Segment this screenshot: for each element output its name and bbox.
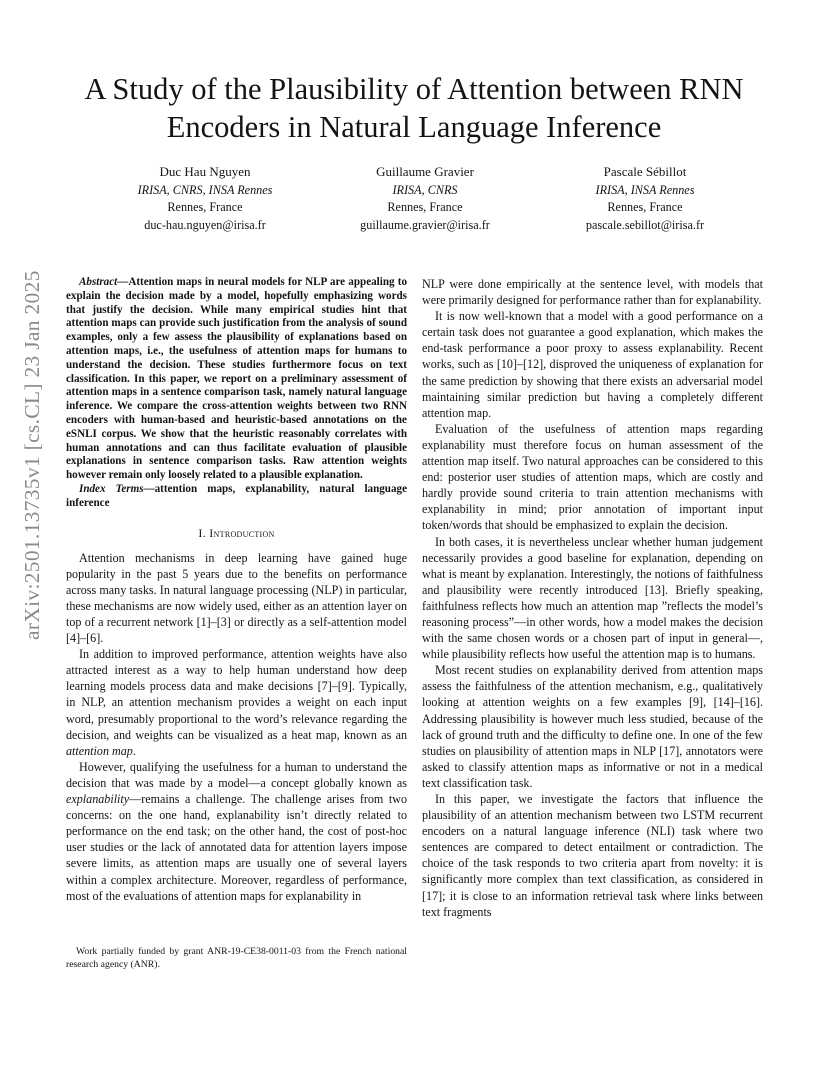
arxiv-identifier-stamp: arXiv:2501.13735v1 [cs.CL] 23 Jan 2025 [20,270,44,640]
author-name: Duc Hau Nguyen [159,164,251,179]
author-email: guillaume.gravier@irisa.fr [360,217,490,232]
abstract [66,276,407,483]
author-location: Rennes, France [387,200,463,214]
author-block [95,163,755,234]
emphasis: explanability [66,792,130,807]
author-2 [315,163,535,234]
paragraph [66,759,407,904]
paper-title: A Study of the Plausibility of Attention between RNN Encoders in Natural Language Inference [84,72,744,144]
paragraph: Evaluation of the usefulness of attention maps regarding explanability must therefore focus on human assessment of the attention map itself. Two natural approaches can be considered to this end: posterior user studies of attention maps, which are costly and hardly provide sound criteria to train attention mechanisms with explanability in mind; prior annotation of important input token/words that should be emphasized to explain the decision. [422,421,763,533]
emphasis: attention map [66,743,133,758]
author-email: duc-hau.nguyen@irisa.fr [144,217,266,232]
footnote: Work partially funded by grant ANR-19-CE38-0011-03 from the French national research agency (ANR). [66,946,407,970]
author-name: Pascale Sébillot [603,164,687,179]
author-location: Rennes, France [607,200,683,214]
author-1 [95,163,315,234]
paragraph-text: —remains a challenge. The challenge arises from two concerns: on the one hand, explanability isn’t directly related to performance on the end task; on the other hand, the cost of post-hoc user studies or the lack of annotated data for attention layers impose severe limits, as attention maps are usually one of several layers within a complex architecture. Moreover, regardless of performance, most of the evaluations of attention maps for explanability in [66,792,407,903]
abstract-text: —Attention maps in neural models for NLP are appealing to explain the decision made by a model, hopefully emphasizing words that justify the decision. While many empirical studies hint that attention maps can provide such justification from the analysis of sound examples, only a few assess the plausibility of explanations based on attention maps, i.e., the usefulness of attention maps for humans to understand the decision. These studies furthermore focus on text classification. In this paper, we report on a preliminary assessment of attention maps in a sentence comparison task, namely natural language inference. We compare the cross-attention weights between two RNN encoders with human-based and heuristic-based annotations on the eSNLI corpus. We show that the heuristic reasonably correlates with human annotations and can thus facilitate evaluation of plausible explanations in sentence comparison tasks. Raw attention weights however remain only loosely related to a plausible explanation. [66,276,407,482]
author-affiliation: IRISA, CNRS [392,182,458,197]
right-column [422,276,763,920]
author-affiliation: IRISA, INSA Rennes [595,182,695,197]
left-column [66,276,407,904]
abstract-label: Abstract [79,276,118,288]
paragraph: In both cases, it is nevertheless unclear whether human judgement necessarily provides a good baseline for explanation, depending on what is meant by explanation. Interestingly, the notions of faithfulness and plausibility were recently introduced [13]. Briefly speaking, faithfulness reflects how much an attention map ”reflects the model’s reasoning process”—in other words, how a model makes the decision with the same chosen words or a chosen part of input in general—, while plausibility reflects how useful the attention map is to humans. [422,534,763,662]
author-affiliation: IRISA, CNRS, INSA Rennes [137,182,273,197]
paragraph-text: In addition to improved performance, attention weights have also attracted interest as a way to help human understand how deep learning models process data and make decisions [7]–[9]. Typically, in NLP, an attention mechanism provides a weight on each input word, presumably proportional to the word’s relevance regarding the decision, and weights can be visualized as a heat map, known as an [66,647,407,742]
section-title: Introduction [209,525,275,540]
paragraph-text: . [132,743,136,758]
index-terms [66,483,407,511]
paragraph: In this paper, we investigate the factors that influence the plausibility of an attention mechanism between two LSTM recurrent encoders on a natural language inference (NLI) task where two sentences are compared to detect entailment or contradiction. The choice of the task responds to two criteria apart from novelty: it is significantly more complex than text classification, as considered in [17]; it is close to an information retrieval task where links between text fragments [422,792,763,919]
paragraph: Most recent studies on explanability derived from attention maps assess the faithfulness of the attention mechanism, e.g., qualitatively looking at attention weights on a few examples [9], [14]–[16]. Addressing plausibility is however much less studied, because of the lack of ground truth and the difficulty to define one. In one of the few studies on plausibility of attention maps in NLP [17], annotators were asked to classify attention maps as informative or not in a medical text classification task. [422,663,763,790]
index-terms-label: Index Terms [79,482,144,495]
paragraph: It is now well-known that a model with a good performance on a certain task does not guarantee a good explanation, which makes the end-task performance a poor proxy to assess explanability. Recent works, such as [10]–[12], disproved the uniqueness of explanation for the same prediction by showing that there exists an adversarial model maintaining similar prediction but having a completely different attention map. [422,309,763,420]
section-numeral: I. [198,525,206,540]
author-email: pascale.sebillot@irisa.fr [585,217,705,232]
index-terms-text: —attention maps, explanability, natural language inference [66,482,407,509]
author-name: Guillaume Gravier [376,164,474,179]
paragraph-text: However, qualifying the usefulness for a human to understand the decision that was made by a model—a concept globally known as [66,759,407,790]
paragraph: NLP were done empirically at the sentence level, with models that were primarily designed for performance rather than for explanability. [422,277,763,308]
author-3 [535,163,755,234]
paragraph [66,646,407,759]
section-heading-introduction [66,525,407,541]
paragraph: Attention mechanisms in deep learning have gained huge popularity in the past 5 years due to the benefits on performance across many tasks. In natural language processing (NLP) in particular, these mechanisms are now widely used, either as an attention layer on top of a recurrent network [1]–[3] or directly as a self-attention model [4]–[6]. [66,550,407,646]
author-location: Rennes, France [167,200,243,214]
